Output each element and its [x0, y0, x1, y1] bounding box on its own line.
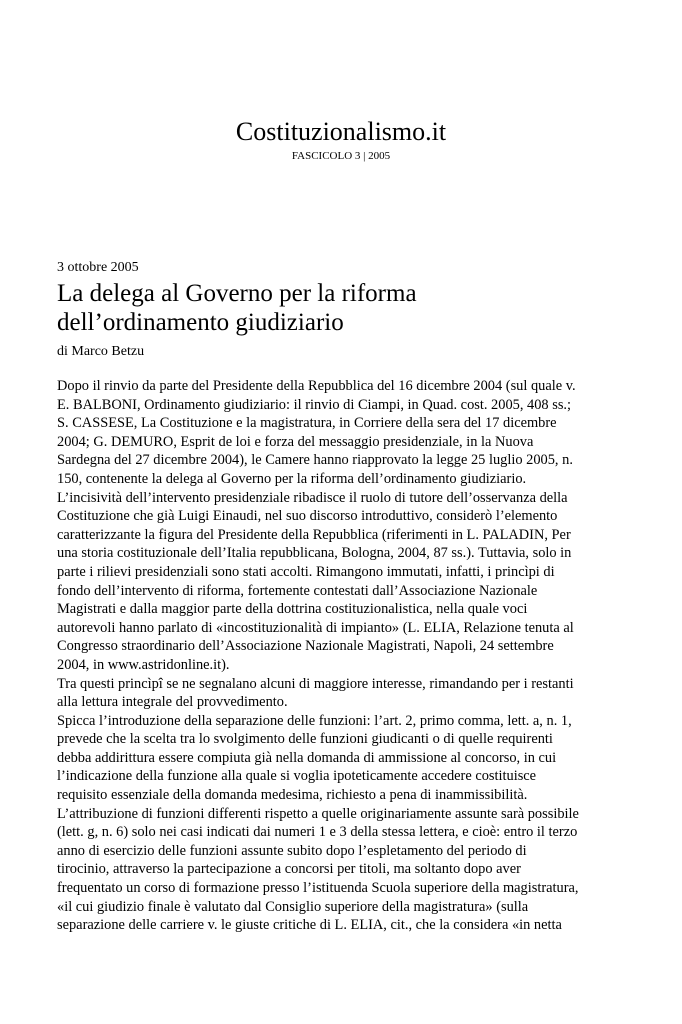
text-line: parte i rilievi presidenziali sono stati accolti. Rimangono immutati, infatti, i princìpi di [57, 563, 555, 580]
text-line: Costituzione che già Luigi Einaudi, nel suo discorso introduttivo, considerò l’elemento [57, 508, 558, 525]
text-line: debba addirittura essere compiuta già nella domanda di ammissione al concorso, in cui [57, 749, 557, 766]
text-line: 150, contenente la delega al Governo per la riforma dell’ordinamento giudiziario. [57, 470, 527, 487]
text-line: Tra questi princìpî se ne segnalano alcuni di maggiore interesse, rimandando per i restanti [57, 675, 574, 692]
article-date: 3 ottobre 2005 [57, 260, 139, 275]
paragraph-2 [57, 675, 637, 712]
text-line: frequentato un corso di formazione presso l’istituenda Scuola superiore della magistratura, [57, 880, 579, 897]
text-line: S. CASSESE, La Costituzione e la magistratura, in Corriere della sera del 17 dicembre [57, 415, 557, 432]
issue-label: FASCICOLO 3 | 2005 [291, 150, 391, 162]
text-line: autorevoli hanno parlato di «incostituzionalità di impianto» (L. ELIA, Relazione tenuta al [57, 619, 574, 636]
text-line: caratterizzante la figura del Presidente della Repubblica (riferimenti in L. PALADIN, Per [57, 526, 571, 543]
text-line: tirocinio, attraverso la partecipazione a concorsi per titoli, ma soltanto dopo aver [57, 861, 521, 878]
text-line: E. BALBONI, Ordinamento giudiziario: il rinvio di Ciampi, in Quad. cost. 2005, 408 ss.; [57, 396, 572, 413]
text-line: 2004, in www.astridonline.it). [57, 656, 230, 673]
text-line: L’attribuzione di funzioni differenti rispetto a quelle originariamente assunte sarà possibile [57, 805, 579, 822]
text-line: Congresso straordinario dell’Associazione Nazionale Magistrati, Napoli, 24 settembre [57, 638, 554, 655]
journal-title: Costituzionalismo.it [235, 117, 447, 146]
text-line: fondo dell’intervento di riforma, fortemente contestati dall’Associazione Nazionale [57, 582, 538, 599]
article-author: di Marco Betzu [57, 344, 145, 359]
text-line: Magistrati e dalla maggior parte della dottrina costituzionalistica, nella quale voci [57, 601, 528, 618]
text-line: l’indicazione della funzione alla quale si voglia ipoteticamente accedere costituisce [57, 768, 537, 785]
text-line: «il cui giudizio finale è valutato dal Consiglio superiore della magistratura» (sulla [57, 898, 529, 915]
article-title [57, 279, 637, 337]
text-line: anno di esercizio delle funzioni assunte subito dopo l’espletamento del periodo di [57, 842, 527, 859]
text-line: alla lettura integrale del provvedimento. [57, 694, 288, 711]
paragraph-3 [57, 712, 637, 935]
text-line: Spicca l’introduzione della separazione delle funzioni: l’art. 2, primo comma, lett. a, n. 1, [57, 712, 572, 729]
text-line: requisito essenziale della domanda medesima, richiesto a pena di inammissibilità. [57, 787, 528, 804]
paragraph-1 [57, 377, 637, 675]
article-title-line-1: La delega al Governo per la riforma [57, 280, 417, 307]
text-line: (lett. g, n. 6) solo nei casi indicati dai numeri 1 e 3 della stessa lettera, e cioè: entro il terzo [57, 824, 578, 841]
article-body [57, 377, 637, 935]
text-line: prevede che la scelta tra lo svolgimento delle funzioni giudicanti o di quelle requirenti [57, 731, 553, 748]
text-line: una storia costituzionale dell’Italia repubblicana, Bologna, 2004, 87 ss.). Tuttavia, solo in [57, 545, 572, 562]
text-line: Sardegna del 27 dicembre 2004), le Camere hanno riapprovato la legge 25 luglio 2005, n. [57, 452, 573, 469]
text-line: Dopo il rinvio da parte del Presidente della Repubblica del 16 dicembre 2004 (sul quale v. [57, 378, 576, 394]
journal-header [0, 116, 682, 163]
text-line: 2004; G. DEMURO, Esprit de loi e forza del messaggio presidenziale, in la Nuova [57, 433, 534, 450]
text-line: L’incisività dell’intervento presidenziale ribadisce il ruolo di tutore dell’osservanza della [57, 489, 568, 506]
article-title-line-2: dell’ordinamento giudiziario [57, 309, 344, 336]
text-line: separazione delle carriere v. le giuste critiche di L. ELIA, cit., che la considera «in netta [57, 917, 562, 934]
